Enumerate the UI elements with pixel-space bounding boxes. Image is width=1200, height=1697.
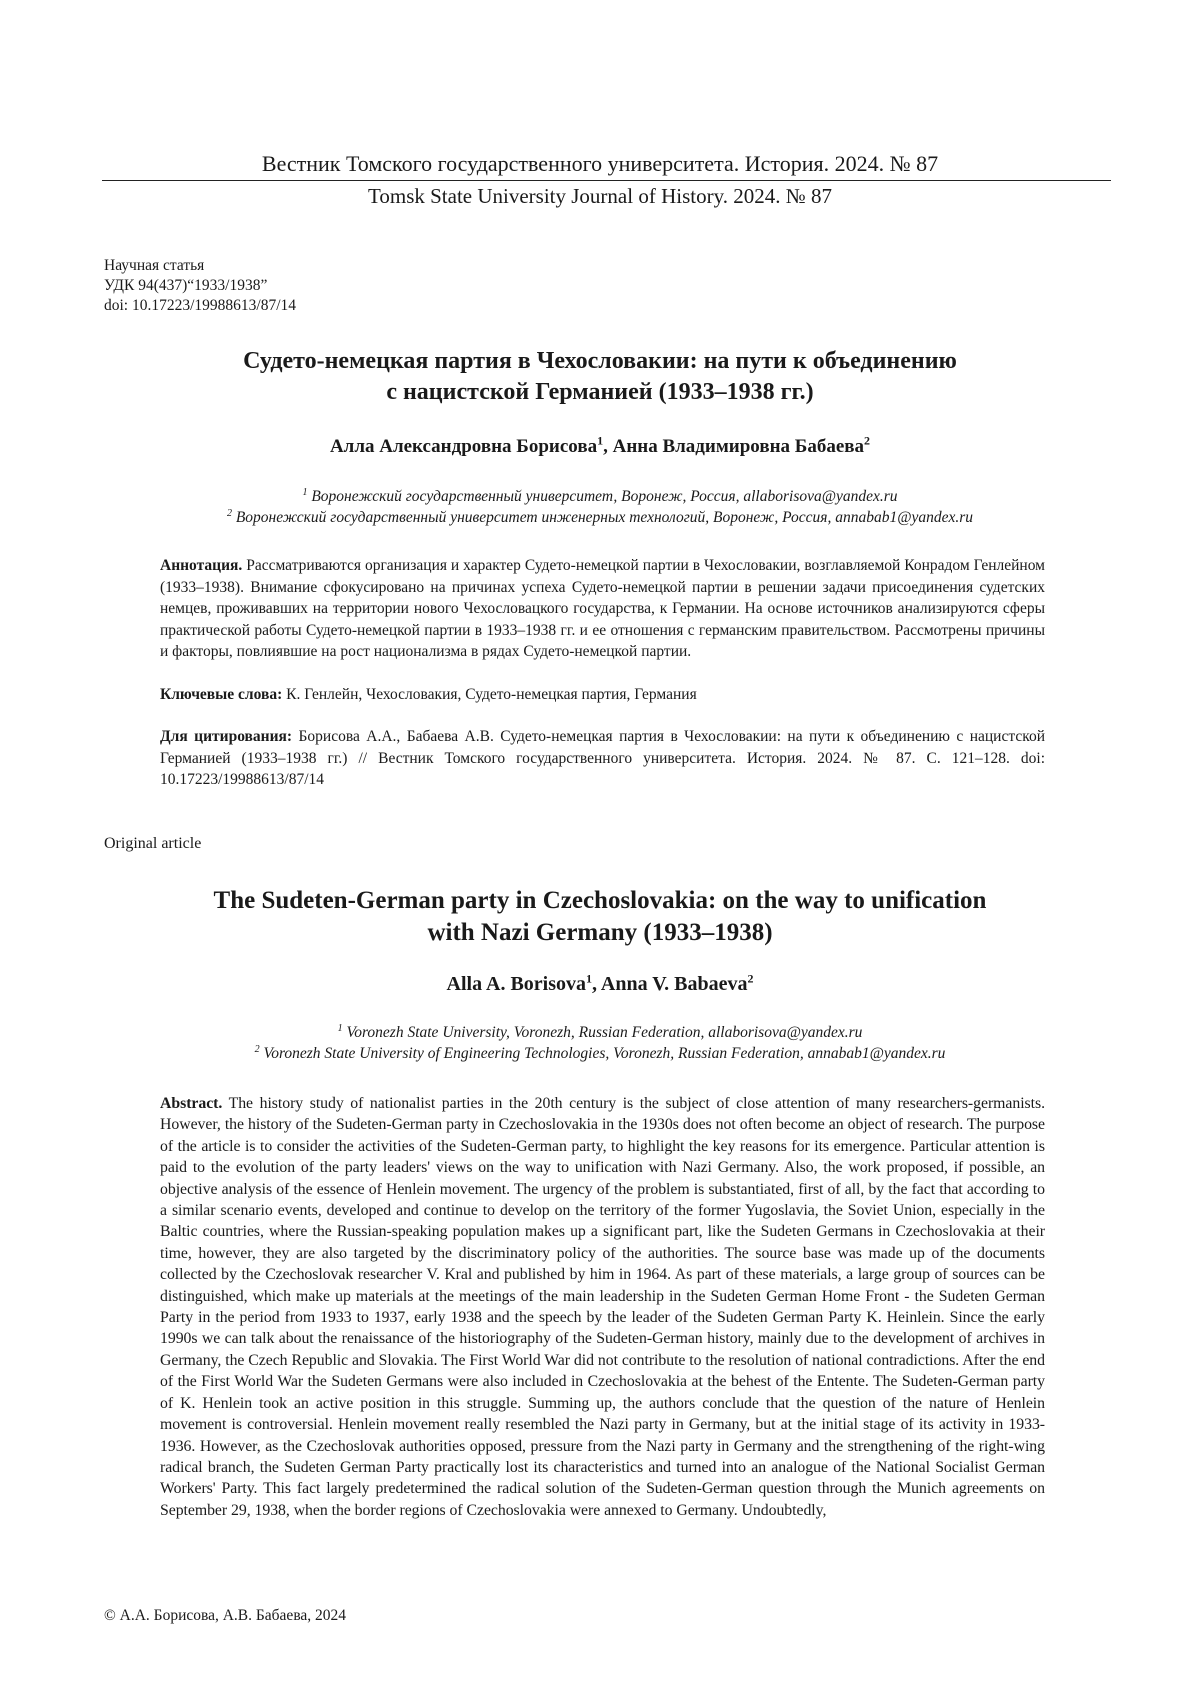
keywords-ru-label: Ключевые слова: xyxy=(160,686,283,703)
article-title-en xyxy=(120,885,1080,949)
title-ru-line-2: с нацистской Германией (1933–1938 гг.) xyxy=(386,379,814,405)
journal-title-ru: Вестник Томского государственного университета. История. 2024. № 87 xyxy=(261,151,939,176)
authors-en xyxy=(120,972,1080,996)
affil-en-1-text: Voronezh State University, Voronezh, Russian Federation, allaborisova@yandex.ru xyxy=(346,1024,863,1041)
annotation-ru xyxy=(160,555,1045,663)
title-en-line-1: The Sudeten-German party in Czechoslovakia: on the way to unification xyxy=(213,887,987,914)
citation-ru-text: Борисова А.А., Бабаева А.В. Судето-немецкая партия в Чехословакии: на пути к объединению с нацистской Германией (1933–1938 гг.) // Вестник Томского государственного университета. История. 2024. № 87. С. 121–128. doi: 10.17223/19988613/87/14 xyxy=(160,728,1045,788)
abstract-en xyxy=(160,1093,1045,1521)
original-article-label: Original article xyxy=(104,835,202,852)
udk-code: УДК 94(437)“1933/1938” xyxy=(104,277,268,294)
affil-ru-2-mark: 2 xyxy=(226,507,232,519)
affil-en-1-mark: 1 xyxy=(337,1022,343,1034)
author-separator-en: , xyxy=(592,973,601,995)
author-en-1-affil-mark: 1 xyxy=(586,971,592,986)
abstract-en-label: Abstract. xyxy=(160,1095,223,1112)
authors-ru xyxy=(120,435,1080,459)
journal-title-en: Tomsk State University Journal of History. 2024. № 87 xyxy=(368,184,832,208)
author-ru-2-affil-mark: 2 xyxy=(864,433,871,448)
abstract-en-text: The history study of nationalist parties in the 20th century is the subject of close attention of many researchers-germanists. However, the history of the Sudeten-German party in Czechoslovakia in the 1930s does not often become an object of research. The purpose of the article is to consider the activities of the Sudeten-German party, to highlight the key reasons for its emergence. Particular attention is paid to the evolution of the party leaders' views on the way to unification with Nazi Germany. Also, the work proposed, if possible, an objective analysis of the essence of Henlein movement. The urgency of the problem is substantiated, first of all, by the fact that according to a similar scenario events, developed and continue to develop on the territory of the former Yugoslavia, the Soviet Union, especially in the Baltic countries, where the Russian-speaking population makes up a significant part, like the Sudeten Germans in Czechoslovakia at their time, however, they are also targeted by the discriminatory policy of the authorities. The source base was made up of the documents collected by the Czechoslovak researcher V. Kral and published by him in 1964. As part of these materials, a large group of sources can be distinguished, which make up materials at the meetings of the main leadership in the Sudeten German Home Front - the Sudeten German Party in the period from 1933 to 1937, early 1938 and the speech by the leader of the Sudeten German Party K. Heinlein. Since the early 1990s we can talk about the renaissance of the historiography of the Sudeten-German history, mainly due to the development of archives in Germany, the Czech Republic and Slovakia. The First World War did not contribute to the resolution of national contradictions. After the end of the First World War the Sudeten Germans were also included in Czechoslovakia at the behest of the Entente. The Sudeten-German party of K. Henlein took an active position in this struggle. Summing up, the authors conclude that the question of the nature of Henlein movement is controversial. Henlein movement really resembled the Nazi party in Germany, but at the initial stage of its activity in 1933-1936. However, as the Czechoslovak authorities opposed, pressure from the Nazi party in Germany and the strengthening of the right-wing radical branch, the Sudeten German Party practically lost its characteristics and turned into an analogue of the National Socialist German Workers' Party. This fact largely predetermined the radical solution of the Sudeten-German question through the Munich agreements on September 29, 1938, when the border regions of Czechoslovakia were annexed to Germany. Undoubtedly, xyxy=(160,1095,1045,1519)
author-en-2-affil-mark: 2 xyxy=(747,971,754,986)
title-ru-line-1: Судето-немецкая партия в Чехословакии: на пути к объединению xyxy=(243,348,957,374)
author-ru-2: Анна Владимировна Бабаева xyxy=(612,436,865,457)
author-ru-1-affil-mark: 1 xyxy=(597,433,604,448)
citation-ru xyxy=(160,726,1045,791)
affiliations-ru xyxy=(120,486,1080,528)
keywords-ru-text: К. Генлейн, Чехословакия, Судето-немецкая партия, Германия xyxy=(282,686,697,703)
affil-en-2-mark: 2 xyxy=(254,1043,260,1055)
article-type: Научная статья xyxy=(104,257,205,274)
author-separator: , xyxy=(603,436,613,457)
annotation-ru-text: Рассматриваются организация и характер Судето-немецкой партии в Чехословакии, возглавляемой Конрадом Генлейном (1933–1938). Внимание сфокусировано на причинах успеха Судето-немецкой партии в решении задачи присоединения судетских немцев, проживавших на территории нового Чехословацкого государства, к Германии. На основе источников анализируются сферы практической работы Судето-немецкой партии в 1933–1938 гг. и ее отношения с германским правительством. Рассмотрены причины и факторы, повлиявшие на рост национализма в рядах Судето-немецкой партии. xyxy=(160,557,1045,660)
affiliation-en-1 xyxy=(120,1022,1080,1043)
citation-ru-label: Для цитирования: xyxy=(160,728,293,745)
article-doi: doi: 10.17223/19988613/87/14 xyxy=(104,297,297,314)
header-rule xyxy=(102,180,1111,181)
copyright-notice: © А.А. Борисова, А.В. Бабаева, 2024 xyxy=(104,1607,347,1624)
affiliation-ru-2 xyxy=(120,507,1080,528)
author-en-2: Anna V. Babaeva xyxy=(600,973,748,995)
affil-ru-1-mark: 1 xyxy=(302,486,308,498)
affil-ru-2-text: Воронежский государственный университет инженерных технологий, Воронеж, Россия, annabab1@yandex.ru xyxy=(235,509,974,526)
affiliation-ru-1 xyxy=(120,486,1080,507)
article-meta xyxy=(104,256,296,316)
affil-en-2-text: Voronezh State University of Engineering Technologies, Voronezh, Russian Federation, annabab1@yandex.ru xyxy=(263,1045,946,1062)
author-en-1: Alla A. Borisova xyxy=(446,973,586,995)
author-ru-1: Алла Александровна Борисова xyxy=(329,436,598,457)
keywords-ru xyxy=(160,684,1045,706)
article-title-ru xyxy=(120,346,1080,408)
affil-ru-1-text: Воронежский государственный университет, Воронеж, Россия, allaborisova@yandex.ru xyxy=(311,488,898,505)
affiliation-en-2 xyxy=(120,1043,1080,1064)
title-en-line-2: with Nazi Germany (1933–1938) xyxy=(427,919,773,946)
affiliations-en xyxy=(120,1022,1080,1064)
annotation-ru-label: Аннотация. xyxy=(160,557,243,574)
